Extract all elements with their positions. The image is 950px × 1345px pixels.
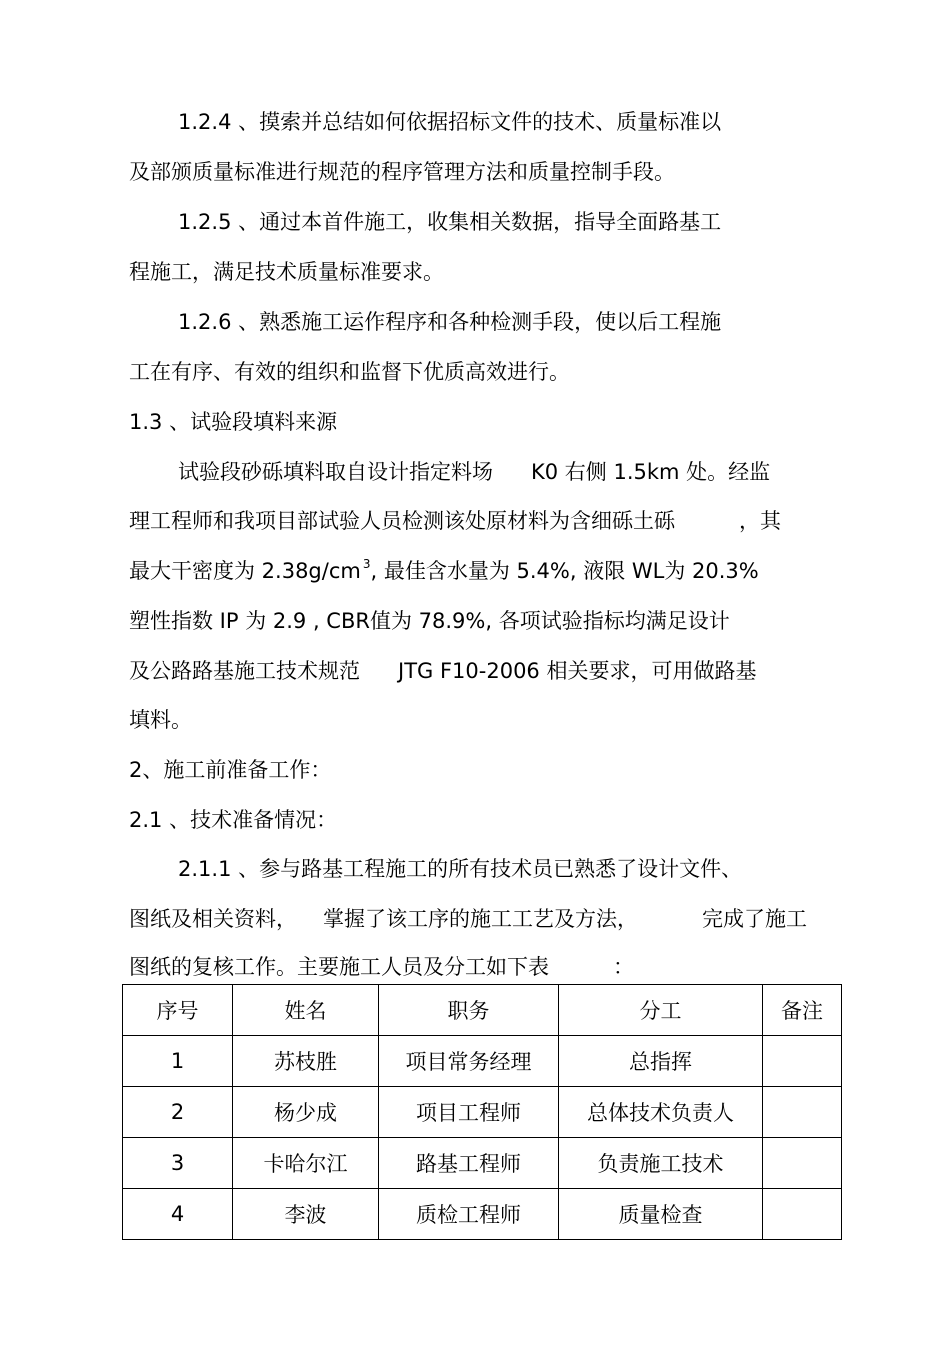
staff-table [122,984,842,1240]
fill-source-superscript: 3 [362,557,371,571]
table-cell: 李波 [233,1189,379,1240]
table-cell: 卡哈尔江 [233,1138,379,1189]
table-cell: 负责施工技术 [559,1138,763,1189]
table-header-cell: 备注 [763,985,842,1036]
para-2-1-1-line2-part1: 图纸及相关资料， [129,907,297,931]
table-cell: 总体技术负责人 [559,1087,763,1138]
fill-source-line5-part1: 及公路路基施工技术规范 [129,659,360,683]
table-row [123,1036,842,1087]
heading-1-3: 1.3 、试验段填料来源 [129,410,338,434]
para-2-1-1-line2-part3: 完成了施工 [702,907,807,931]
table-cell: 质检工程师 [379,1189,559,1240]
para-2-1-1-line2-part2: 掌握了该工序的施工工艺及方法， [323,907,638,931]
fill-source-line5-part2: JTG F10-2006 相关要求，可用做路基 [398,659,757,683]
table-header-row [123,985,842,1036]
para-2-1-1-line2 [129,907,807,932]
para-2-1-1-line1: 2.1.1 、参与路基工程施工的所有技术员已熟悉了设计文件、 [178,857,743,881]
table-cell: 3 [123,1138,233,1189]
para-1-2-5-line2: 程施工，满足技术质量标准要求。 [129,260,444,284]
table-row [123,1138,842,1189]
table-cell: 总指挥 [559,1036,763,1087]
heading-2-1: 2.1 、技术准备情况： [129,808,338,832]
table-cell [763,1087,842,1138]
table-row [123,1087,842,1138]
fill-source-line1-part1: 试验段砂砾填料取自设计指定料场 [178,460,493,484]
fill-source-line3-part2: , 最佳含水量为 5.4%, 液限 WL为 20.3% [370,559,759,583]
table-header-cell: 序号 [123,985,233,1036]
table-row [123,1189,842,1240]
table-cell: 项目工程师 [379,1087,559,1138]
fill-source-line1 [178,460,770,485]
table-cell [763,1189,842,1240]
fill-source-line2 [129,509,781,534]
table-cell: 1 [123,1036,233,1087]
table-cell: 杨少成 [233,1087,379,1138]
fill-source-line3 [129,559,759,584]
para-1-2-5-line1: 1.2.5 、通过本首件施工，收集相关数据，指导全面路基工 [178,210,722,234]
fill-source-line3-part1: 最大干密度为 2.38g/cm [129,559,361,583]
fill-source-line6: 填料。 [129,708,192,732]
fill-source-line2-part1: 理工程师和我项目部试验人员检测该处原材料为含细砾土砾 [129,509,675,533]
fill-source-line5 [129,659,756,684]
para-2-1-1-line3 [129,955,634,980]
para-1-2-4-line2: 及部颁质量标准进行规范的程序管理方法和质量控制手段。 [129,160,675,184]
table-cell: 路基工程师 [379,1138,559,1189]
table-cell: 苏枝胜 [233,1036,379,1087]
table-cell: 2 [123,1087,233,1138]
para-1-2-6-line2: 工在有序、有效的组织和监督下优质高效进行。 [129,360,570,384]
para-1-2-6-line1: 1.2.6 、熟悉施工运作程序和各种检测手段，使以后工程施 [178,310,722,334]
para-2-1-1-line3-colon: ： [613,955,634,979]
table-header-cell: 职务 [379,985,559,1036]
fill-source-line4: 塑性指数 IP 为 2.9 , CBR值为 78.9%, 各项试验指标均满足设计 [129,609,730,633]
table-cell: 项目常务经理 [379,1036,559,1087]
para-1-2-4-line1: 1.2.4 、摸索并总结如何依据招标文件的技术、质量标准以 [178,110,722,134]
table-cell [763,1036,842,1087]
fill-source-line1-part2: K0 右侧 1.5km 处。经监 [531,460,771,484]
fill-source-line2-part2: ，其 [739,509,781,533]
heading-2: 2、施工前准备工作： [129,758,332,782]
table-cell [763,1138,842,1189]
table-header-cell: 姓名 [233,985,379,1036]
table-header-cell: 分工 [559,985,763,1036]
table-cell: 质量检查 [559,1189,763,1240]
table-cell: 4 [123,1189,233,1240]
para-2-1-1-line3-part1: 图纸的复核工作。主要施工人员及分工如下表 [129,955,549,979]
